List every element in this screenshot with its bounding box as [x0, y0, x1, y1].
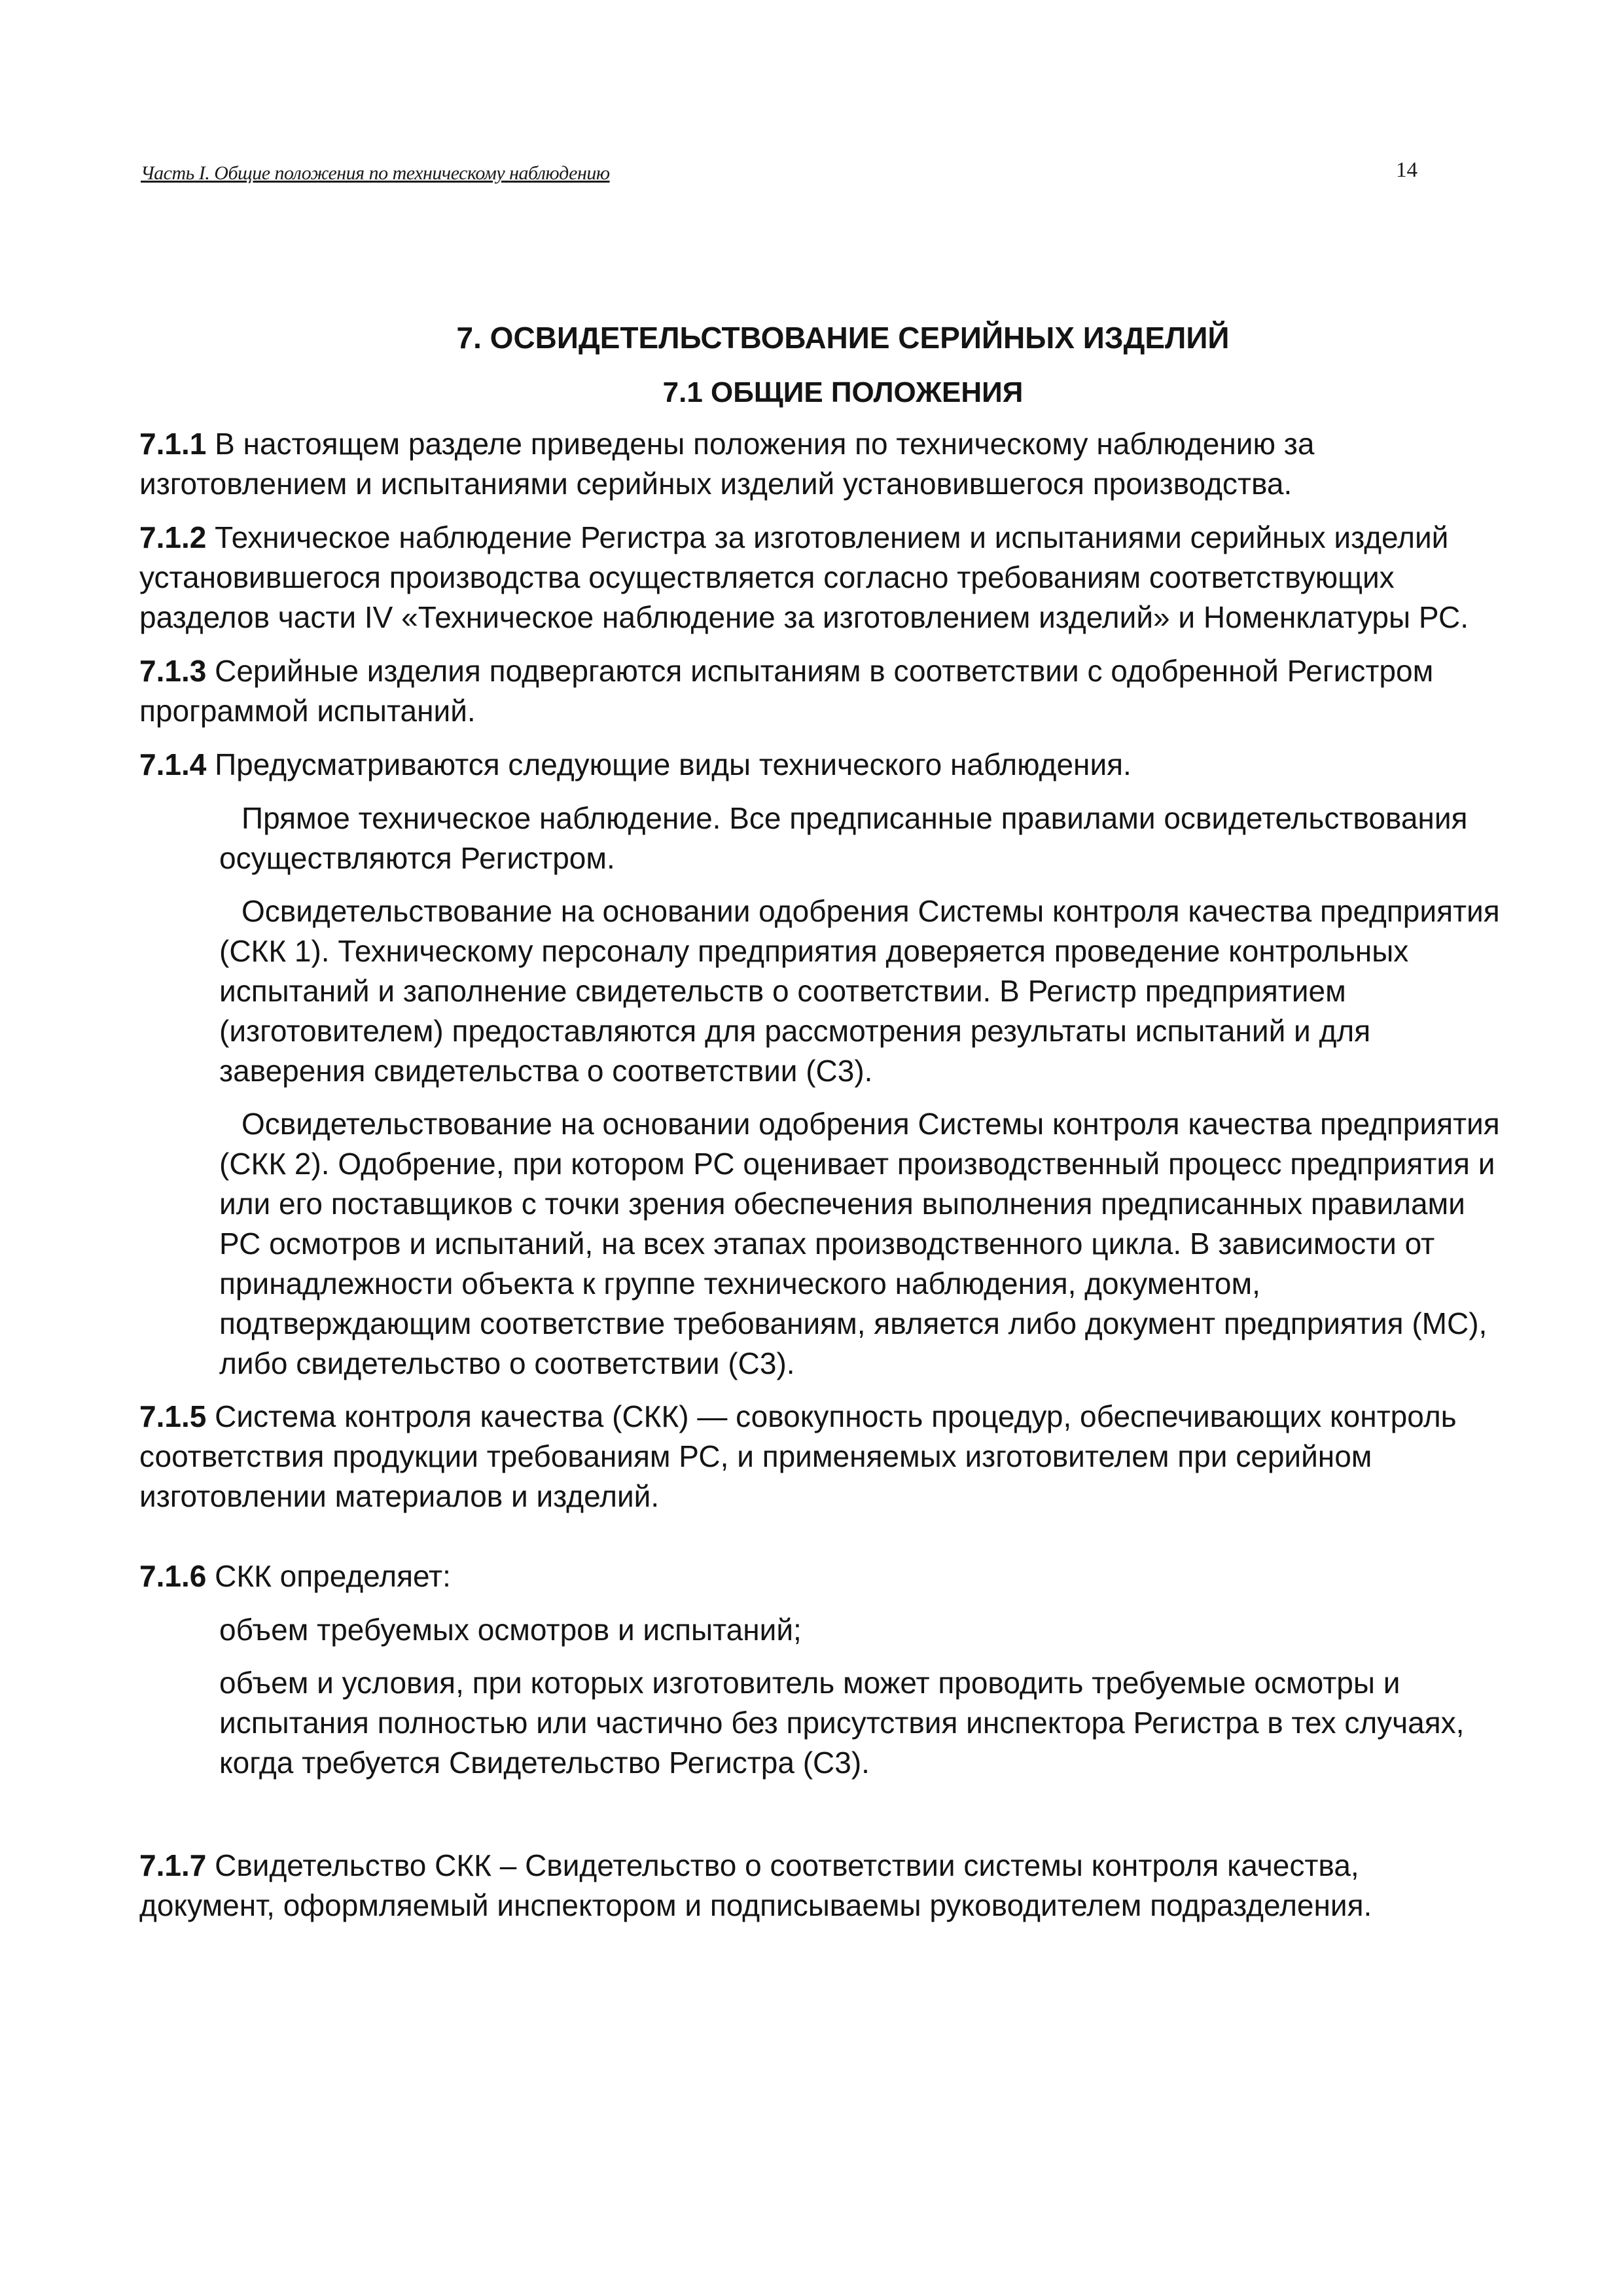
clause-number: 7.1.3 [139, 654, 207, 688]
list-item-qcs-2: Освидетельствование на основании одобрения Системы контроля качества предприятия (СКК 2). Одобрение, при котором РС оценивает производственный процесс предприятия и или его поставщиков с точки зрения обеспечения выполнения предписанных правилами РС осмотров и испытаний, на всех этапах производственного цикла. В зависимости от принадлежности объекта к группе технического наблюдения, документом, подтверждающим соответствие требованиям, является либо документ предприятия (МС), либо свидетельство о соответствии (С3). [219, 1107, 1500, 1380]
clause-number: 7.1.2 [139, 520, 207, 554]
list-item-scope: объем требуемых осмотров и испытаний; [219, 1613, 802, 1647]
clause-7-1-7 [139, 1846, 1501, 1926]
clause-text: СКК определяет: [206, 1559, 451, 1593]
list-item-qcs-1: Освидетельствование на основании одобрения Системы контроля качества предприятия (СКК 1). Техническому персоналу предприятия доверяется проведение контрольных испытаний и заполнение свидетельств о соответствии. В Регистр предприятием (изготовителем) предоставляются для рассмотрения результаты испытаний и для заверения свидетельства о соответствии (С3). [219, 894, 1500, 1088]
spacer [139, 1530, 1501, 1556]
chapter-title: 7. ОСВИДЕТЕЛЬСТВОВАНИЕ СЕРИЙНЫХ ИЗДЕЛИЙ [456, 321, 1230, 355]
document-body [139, 308, 1501, 1939]
running-header-title: Часть I. Общие положения по техническому наблюдению [141, 162, 610, 184]
clause-text: Техническое наблюдение Регистра за изготовлением и испытаниями серийных изделий установившегося производства осуществляется согласно требованиям соответствующих разделов части IV «Техническое наблюдение за изготовлением изделий» и Номенклатуры РС. [139, 520, 1469, 634]
clause-text: Серийные изделия подвергаются испытаниям в соответствии с одобренной Регистром программой испытаний. [139, 654, 1434, 728]
clause-number: 7.1.4 [139, 747, 207, 781]
clause-text: В настоящем разделе приведены положения по техническому наблюдению за изготовлением и испытаниями серийных изделий установившегося производства. [139, 427, 1315, 501]
clause-7-1-3 [139, 651, 1501, 731]
list-item-direct-supervision: Прямое техническое наблюдение. Все предписанные правилами освидетельствования осуществляются Регистром. [219, 801, 1468, 875]
clause-number: 7.1.7 [139, 1848, 207, 1882]
clause-number: 7.1.6 [139, 1559, 207, 1593]
clause-7-1-5 [139, 1397, 1501, 1516]
clause-7-1-6 [139, 1556, 1501, 1596]
clause-text: Предусматриваются следующие виды технического наблюдения. [206, 747, 1132, 781]
clause-number: 7.1.5 [139, 1399, 207, 1433]
clause-7-1-4 [139, 745, 1501, 785]
clause-text: Свидетельство СКК – Свидетельство о соответствии системы контроля качества, документ, оформляемый инспектором и подписываемы руководителем подразделения. [139, 1848, 1372, 1922]
clause-number: 7.1.1 [139, 427, 207, 461]
clause-7-1-2 [139, 518, 1501, 637]
section-title: 7.1 ОБЩИЕ ПОЛОЖЕНИЯ [662, 376, 1024, 408]
spacer [139, 1796, 1501, 1846]
list-item-conditions: объем и условия, при которых изготовитель может проводить требуемые осмотры и испытания полностью или частично без присутствия инспектора Регистра в тех случаях, когда требуется Свидетельство Регистра (С3). [219, 1666, 1465, 1780]
clause-text: Система контроля качества (СКК) — совокупность процедур, обеспечивающих контроль соответствия продукции требованиям РС, и применяемых изготовителем при серийном изготовлении материалов и изделий. [139, 1399, 1457, 1513]
clause-7-1-1 [139, 424, 1501, 504]
page-number: 14 [1396, 158, 1418, 182]
